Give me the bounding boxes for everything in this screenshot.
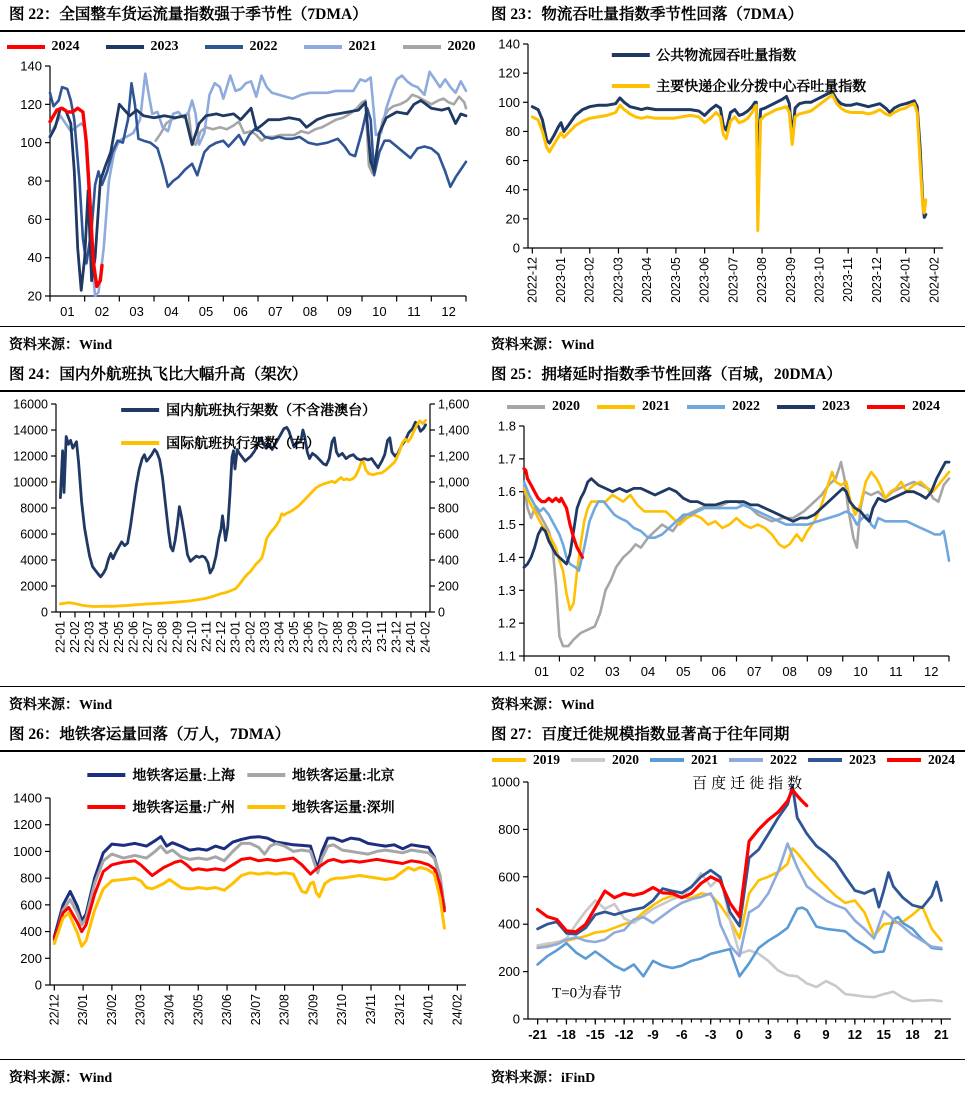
figure-title: 图 24：国内外航班执飞比大幅升高（架次） [0, 360, 482, 392]
y-tick-label: 60 [505, 153, 520, 169]
y-tick-label: 40 [505, 182, 520, 198]
series-2020 [524, 462, 949, 646]
source-value: Wind [561, 698, 595, 713]
y2-tick-label: 1,600 [438, 397, 470, 412]
x-tick-label: 23/07 [248, 994, 263, 1026]
legend-label: 2022 [249, 39, 278, 54]
source-value: Wind [79, 1071, 113, 1086]
x-tick-label: 09 [817, 664, 833, 679]
x-tick-label: 22-08 [155, 621, 170, 653]
x-tick-label: 05 [198, 304, 214, 319]
y-tick-label: 600 [20, 897, 42, 913]
x-tick-label: 22-06 [126, 621, 141, 653]
figure-title: 图 27：百度迁徙规模指数显著高于往年同期 [482, 720, 965, 752]
y-tick-label: 2000 [20, 579, 48, 594]
chart-annotation: T=0为春节 [552, 985, 623, 1002]
source-label: 资料来源： [491, 698, 561, 713]
x-tick-label: 2023-06 [697, 257, 712, 303]
x-tick-label: 22-12 [214, 621, 229, 653]
y-tick-label: 0 [41, 605, 48, 620]
y-tick-label: 140 [498, 36, 520, 52]
source-note [482, 326, 965, 360]
legend-label: 2024 [912, 399, 940, 414]
x-tick-label: 12 [441, 304, 456, 319]
x-tick-label: 23/08 [277, 994, 292, 1026]
figure-panel-27 [482, 720, 965, 1093]
x-tick-label: 23/11 [363, 994, 378, 1025]
x-tick-label: 2023-01 [554, 257, 569, 303]
chart-area [0, 752, 482, 1059]
y-tick-label: 120 [20, 96, 42, 112]
x-tick-label: 22/12 [47, 994, 62, 1026]
chart-area [482, 392, 965, 686]
legend-label: 2022 [770, 752, 797, 767]
x-tick-label: 2024-01 [898, 257, 913, 303]
x-tick-label: 9 [822, 1027, 830, 1042]
series-2023 [50, 101, 466, 291]
y2-tick-label: 200 [438, 579, 459, 594]
y2-tick-label: 1,200 [438, 449, 470, 464]
line-chart [482, 32, 965, 326]
y-tick-label: 14000 [13, 423, 48, 438]
x-tick-label: 2023-08 [755, 257, 770, 303]
y-tick-label: 8000 [20, 501, 48, 516]
x-tick-label: 02 [94, 304, 110, 319]
axes [45, 798, 466, 991]
x-tick-label: -3 [704, 1027, 717, 1042]
x-tick-label: 2023-09 [783, 257, 798, 303]
legend-label: 2021 [642, 399, 670, 414]
x-tick-label: 10 [853, 664, 868, 679]
x-tick-label: 23-08 [330, 621, 345, 653]
y-tick-label: 400 [20, 924, 42, 940]
y2-tick-label: 600 [438, 527, 459, 542]
series-地铁客运量:深圳 [54, 868, 444, 947]
chart-area [482, 32, 965, 326]
y2-tick-label: 800 [438, 501, 459, 516]
y-tick-label: 200 [20, 950, 42, 966]
x-tick-label: -6 [676, 1027, 688, 1042]
tick-labels [13, 398, 469, 653]
y-tick-label: 20 [27, 288, 42, 304]
x-tick-label: 23/04 [162, 994, 177, 1026]
y-tick-label: 20 [505, 211, 520, 227]
x-tick-label: 22-01 [53, 621, 68, 653]
x-tick-label: 07 [746, 664, 762, 679]
axes [51, 404, 435, 618]
x-tick-label: 03 [129, 304, 144, 319]
y-tick-label: 1400 [13, 790, 42, 806]
axes [519, 426, 949, 662]
figure-title: 图 23：物流吞吐量指数季节性回落（7DMA） [482, 0, 965, 32]
y-tick-label: 1200 [13, 817, 42, 833]
source-value: Wind [79, 698, 113, 713]
y-tick-label: 1.6 [497, 484, 516, 500]
series-地铁客运量:广州 [54, 858, 444, 939]
x-tick-label: 23-12 [389, 621, 404, 653]
x-tick-label: 21 [934, 1027, 949, 1042]
x-tick-label: 04 [640, 664, 656, 679]
x-tick-label: 23/06 [220, 994, 235, 1026]
x-tick-label: 23-06 [301, 621, 316, 653]
legend-label: 国际航班执行架数（右） [166, 437, 321, 452]
legend-label: 2021 [691, 752, 718, 767]
legend-label: 国内航班执行架数（不含港澳台） [166, 404, 377, 419]
x-tick-label: 23-05 [287, 621, 302, 653]
x-tick-label: 02 [569, 664, 585, 679]
y-tick-label: 0 [34, 977, 42, 993]
source-label: 资料来源： [9, 698, 79, 713]
x-tick-label: 23/10 [335, 994, 350, 1026]
x-tick-label: 23-01 [228, 621, 243, 653]
y-tick-label: 600 [498, 869, 520, 885]
y2-tick-label: 400 [438, 553, 459, 568]
x-tick-label: -15 [585, 1027, 605, 1042]
x-tick-label: 15 [876, 1027, 891, 1042]
x-tick-label: 23/12 [392, 994, 407, 1026]
x-tick-label: 2023-02 [582, 257, 597, 303]
line-chart [0, 392, 482, 686]
figure-title: 图 22：全国整车货运流量指数强于季节性（7DMA） [0, 0, 482, 32]
chart-area [0, 32, 482, 326]
figure-title: 图 25：拥堵延时指数季节性回落（百城，20DMA） [482, 360, 965, 392]
chart-annotation: 百度迁徙指数 [692, 775, 807, 792]
x-tick-label: 07 [268, 304, 283, 319]
y-tick-label: 1.4 [497, 549, 516, 565]
x-tick-label: -9 [647, 1027, 659, 1042]
y-tick-label: 1.5 [497, 517, 516, 533]
x-tick-label: 23-10 [360, 621, 375, 653]
x-tick-label: 6 [793, 1027, 801, 1042]
tick-labels [491, 775, 949, 1043]
x-tick-label: 22-05 [111, 621, 126, 653]
y-tick-label: 40 [27, 250, 42, 266]
x-tick-label: 24/01 [421, 994, 436, 1026]
x-tick-label: 22-07 [141, 621, 156, 653]
y-tick-label: 800 [20, 870, 42, 886]
series-2024 [538, 790, 807, 932]
y-tick-label: 400 [498, 916, 520, 932]
line-chart [0, 752, 482, 1059]
figure-panel-25 [482, 360, 965, 720]
x-tick-label: 2023-10 [812, 257, 827, 303]
legend-label: 2024 [51, 39, 80, 54]
x-tick-label: 2023-05 [668, 257, 683, 303]
x-tick-label: 23/02 [104, 994, 119, 1026]
x-tick-label: 23/03 [133, 994, 148, 1026]
source-note [0, 1059, 482, 1093]
y-tick-label: 100 [20, 135, 42, 151]
legend-label: 2020 [447, 39, 476, 54]
legend-label: 主要快递企业分拨中心吞吐量指数 [656, 80, 867, 95]
legend-label: 地铁客运量:上海 [132, 769, 235, 784]
x-tick-label: 23/05 [191, 994, 206, 1026]
y-tick-label: 80 [505, 123, 520, 139]
figure-panel-22 [0, 0, 482, 360]
x-tick-label: 23-07 [316, 621, 331, 653]
line-chart [482, 752, 965, 1059]
x-tick-label: 3 [764, 1027, 772, 1042]
x-tick-label: 04 [164, 304, 179, 319]
y-tick-label: 1.8 [497, 418, 516, 434]
x-tick-label: 22-10 [184, 621, 199, 653]
y-tick-label: 0 [512, 240, 520, 256]
series-国内航班执行架数（不含港澳台） [60, 422, 425, 577]
legend-label: 地铁客运量:广州 [132, 801, 235, 816]
chart-area [482, 752, 965, 1059]
y-tick-label: 1000 [13, 843, 42, 859]
legend-label: 2020 [552, 399, 580, 414]
x-tick-label: 23-02 [243, 621, 258, 653]
x-tick-label: 0 [735, 1027, 744, 1042]
x-tick-label: 06 [233, 304, 248, 319]
x-tick-label: 2023-04 [640, 257, 655, 303]
x-tick-label: 2023-11 [841, 257, 856, 302]
series-国际航班执行架数（右） [60, 420, 425, 606]
y2-tick-label: 1,000 [438, 475, 470, 490]
y-tick-label: 1000 [491, 774, 520, 790]
y2-tick-label: 0 [438, 605, 445, 620]
y-tick-label: 100 [498, 94, 520, 110]
series-2021 [524, 472, 949, 610]
x-tick-label: 11 [407, 304, 421, 319]
figure-panel-26 [0, 720, 482, 1093]
source-value: Wind [79, 338, 113, 353]
x-tick-label: 22-09 [170, 621, 185, 653]
y-tick-label: 1.1 [497, 648, 516, 664]
y-tick-label: 200 [498, 964, 520, 980]
x-tick-label: 2022-12 [525, 257, 540, 303]
x-tick-label: 08 [302, 304, 318, 319]
x-tick-label: 2023-07 [726, 257, 741, 303]
y-tick-label: 0 [512, 1011, 520, 1027]
x-tick-label: 23/09 [306, 994, 321, 1026]
y-tick-label: 60 [27, 211, 42, 227]
series-2022 [50, 83, 466, 263]
x-tick-label: 01 [60, 304, 75, 319]
y-tick-label: 80 [27, 173, 42, 189]
legend-label: 2022 [732, 399, 760, 414]
x-tick-label: 22-11 [199, 621, 214, 653]
source-note [482, 686, 965, 720]
y-tick-label: 140 [20, 58, 42, 74]
source-note [482, 1059, 965, 1093]
y2-tick-label: 1,400 [438, 423, 470, 438]
x-tick-label: 2024-02 [927, 257, 942, 303]
legend-label: 2023 [150, 39, 179, 54]
x-tick-label: 03 [605, 664, 620, 679]
y-tick-label: 1.2 [497, 615, 516, 631]
figure-title: 图 26：地铁客运量回落（万人，7DMA） [0, 720, 482, 752]
legend-label: 2019 [533, 752, 560, 767]
x-tick-label: 23-03 [257, 621, 272, 653]
x-tick-label: 23-04 [272, 621, 287, 653]
x-tick-label: 24-02 [418, 621, 433, 653]
figure-panel-24 [0, 360, 482, 720]
axes [523, 44, 943, 254]
y-tick-label: 1.3 [497, 582, 516, 598]
source-value: Wind [561, 338, 595, 353]
x-tick-label: 11 [889, 664, 903, 679]
x-tick-label: 12 [847, 1027, 863, 1042]
legend-label: 2020 [612, 752, 639, 767]
source-label: 资料来源： [491, 1071, 561, 1086]
line-chart [0, 32, 482, 326]
x-tick-label: 22-02 [67, 621, 82, 653]
x-tick-label: 01 [534, 664, 549, 679]
source-label: 资料来源： [491, 338, 561, 353]
source-value: iFinD [561, 1071, 596, 1086]
line-chart [482, 392, 965, 686]
y-tick-label: 120 [498, 65, 520, 81]
x-tick-label: 24-01 [404, 621, 419, 653]
x-tick-label: -12 [614, 1027, 634, 1042]
legend-label: 2024 [928, 752, 955, 767]
x-tick-label: -18 [557, 1027, 576, 1042]
x-tick-label: 18 [905, 1027, 920, 1042]
series-地铁客运量:上海 [54, 837, 444, 937]
x-tick-label: 06 [711, 664, 727, 679]
x-tick-label: 10 [372, 304, 387, 319]
series-公共物流园吞吐量指数 [532, 92, 926, 217]
tick-labels [13, 791, 464, 1026]
legend-label: 2023 [822, 399, 850, 414]
x-tick-label: 2023-12 [869, 257, 884, 303]
y-tick-label: 12000 [13, 449, 48, 464]
x-tick-label: 23-11 [374, 621, 389, 653]
chart-area [0, 392, 482, 686]
y-tick-label: 1.7 [497, 451, 516, 467]
x-tick-label: 22-04 [97, 621, 112, 653]
x-tick-label: -21 [528, 1027, 548, 1042]
y-tick-label: 800 [498, 821, 520, 837]
x-tick-label: 08 [782, 664, 797, 679]
y-tick-label: 4000 [20, 553, 48, 568]
x-tick-label: 22-03 [82, 621, 97, 653]
x-tick-label: 05 [676, 664, 691, 679]
y-tick-label: 10000 [13, 475, 48, 490]
series-2021 [50, 72, 466, 296]
y-tick-label: 16000 [13, 397, 48, 412]
y-tick-label: 6000 [20, 527, 48, 542]
tick-labels [498, 37, 941, 303]
figure-panel-23 [482, 0, 965, 360]
x-tick-label: 12 [924, 664, 939, 679]
legend-label: 2021 [348, 39, 377, 54]
x-tick-label: 09 [337, 304, 352, 319]
x-tick-label: 23/01 [76, 994, 91, 1026]
legend-label: 公共物流园吞吐量指数 [656, 49, 797, 64]
legend-label: 地铁客运量:深圳 [292, 801, 395, 816]
legend-label: 地铁客运量:北京 [292, 769, 395, 784]
legend-label: 2023 [849, 752, 876, 767]
x-tick-label: 2023-03 [611, 257, 626, 303]
source-note [0, 326, 482, 360]
series-2023 [524, 462, 949, 567]
x-tick-label: 24/02 [450, 994, 465, 1026]
source-label: 资料来源： [9, 1071, 79, 1086]
x-tick-label: 23-09 [345, 621, 360, 653]
source-label: 资料来源： [9, 338, 79, 353]
source-note [0, 686, 482, 720]
